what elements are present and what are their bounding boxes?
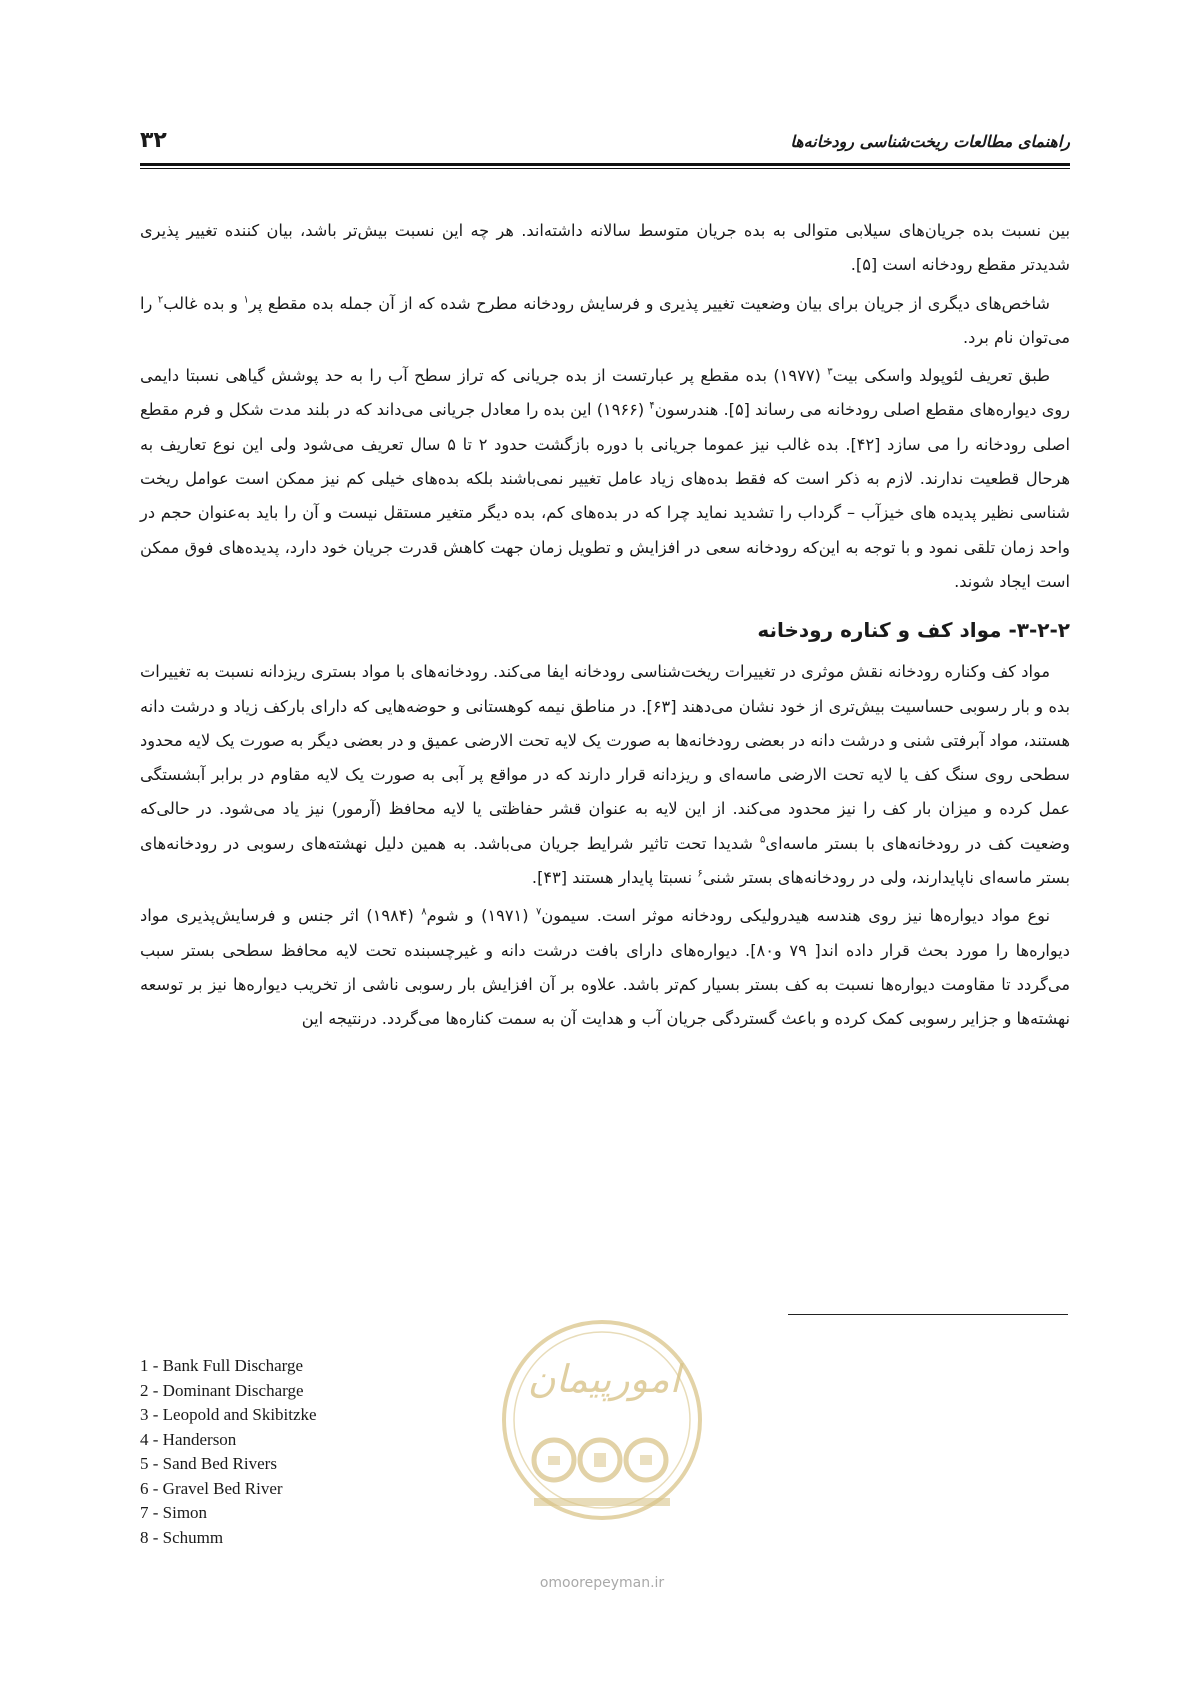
running-title: راهنمای مطالعات ریخت‌شناسی رودخانه‌ها	[790, 132, 1070, 151]
footnote-ref-5: ۵	[760, 834, 766, 846]
paragraph-5: نوع مواد دیواره‌ها نیز روی هندسه هیدرولیکی رودخانه موثر است. سیمون$^۷$ (۱۹۷۱) و شوم$^۸$ (۱۹۸۴) اثر جنس و فرسایش‌پذیری مواد دیواره‌ها را مورد بحث قرار داده اند[ ۷۹ و۸۰]. دیواره‌های دارای بافت درشت دانه و غیرچسبنده تحت لایه محافظ سطحی بستر سبب می‌گردد تا مقاومت دیواره‌ها نسبت به کف بستر بسیار کم‌تر باشد. علاوه بر آن افزایش بار رسوبی ناشی از تخریب دیواره‌ها نیز بر توسعه نهشته‌ها و جزایر رسوبی کمک کرده و باعث گستردگی جریان آب و هدایت آن به سمت کناره‌ها می‌گردد. درنتیجه این	[140, 906, 1070, 1029]
footnote-item: 4 - Handerson	[140, 1429, 237, 1449]
paragraph-2: شاخص‌های دیگری از جریان برای بیان وضعیت تغییر پذیری و فرسایش رودخانه مطرح شده که از آن جمله بده مقطع پر$^۱$ و بده غالب$^۲$ را می‌توان نام برد.	[140, 293, 1070, 347]
watermark-logo	[492, 1310, 712, 1570]
body-text	[140, 214, 1070, 1041]
footnote-item: 3 - Leopold and Skibitzke	[140, 1405, 317, 1424]
footnote-item: 5 - Sand Bed Rivers	[140, 1454, 277, 1473]
footnote-ref-4: ۴	[649, 401, 655, 413]
paragraph-4: مواد کف وکناره رودخانه نقش موثری در تغییرات ریخت‌شناسی رودخانه ایفا می‌کند. رودخانه‌های با مواد بستری ریزدانه نسبت به تغییرات بده و بار رسوبی حساسیت بیش‌تری از خود نشان می‌دهند [۶۳]. در مناطق نیمه کوهستانی و حوضه‌هایی که دارای بارکف زیاد و درشت دانه هستند، مواد آبرفتی شنی و درشت دانه در بعضی رودخانه‌ها به صورت یک لایه تحت الارضی عمیق و در بعضی دیگر به صورت یک لایه محدود سطحی روی سنگ کف یا لایه تحت الارضی ماسه‌ای و ریزدانه قرار دارند که در مواقع پر آبی به صورت یک لایه مقاوم در برابر آبشستگی عمل کرده و میزان بار کف را نیز محدود می‌کند. از این لایه به عنوان قشر حفاظتی یا لایه محافظ (آرمور) نیز یاد می‌شود. در حالی‌که وضعیت کف در رودخانه‌های با بستر ماسه‌ای$^۵$ شدیدا تحت تاثیر شرایط جریان می‌باشد. به همین دلیل نهشته‌های رسوبی در رودخانه‌های بستر ماسه‌ای ناپایدارند، ولی در رودخانه‌های بستر شنی$^۶$ نسبتا پایدار هستند [۴۳].	[140, 662, 1071, 888]
header-rule-thin	[140, 168, 1070, 169]
section-heading: ۳-۲-۲- مواد کف و کناره رودخانه	[757, 618, 1070, 643]
footnote-ref-1: ۱	[243, 294, 249, 306]
paragraph-1: بین نسبت بده جریان‌های سیلابی متوالی به بده جریان متوسط سالانه داشته‌اند. هر چه این نسبت بیش‌تر باشد، بیان کننده تغییر پذیری شدیدتر مقطع رودخانه است [۵].	[140, 221, 1070, 275]
footnote-item: 8 - Schumm	[140, 1527, 224, 1547]
footnote-item: 1 - Bank Full Discharge	[140, 1356, 304, 1375]
footnote-ref-3: ۳	[827, 366, 833, 378]
footnote-ref-7: ۷	[535, 906, 542, 918]
footnotes	[140, 1354, 460, 1550]
footnote-item: 7 - Simon	[140, 1503, 208, 1522]
paragraph-3: طبق تعریف لئوپولد واسکی بیت$^۳$ (۱۹۷۷) بده مقطع پر عبارتست از بده جریانی که تراز سطح آب را به حد پوشش گیاهی نسبتا دایمی روی دیواره‌های مقطع اصلی رودخانه می رساند [۵]. هندرسون$^۴$ (۱۹۶۶) این بده را معادل جریانی می‌داند که در بلند مدت شکل و فرم مقطع اصلی رودخانه را می سازد [۴۲]. بده غالب نیز عموما جریانی با دوره بازگشت حدود ۲ تا ۵ سال تعریف می‌شود ولی این نوع تعاریف به هرحال قطعیت ندارند. لازم به ذکر است که فقط بده‌های زیاد عامل تغییر نمی‌باشند بلکه بده‌های خیلی کم نیز ممکن است عوامل ریخت شناسی نظیر پدیده های خیزآب – گرداب را تشدید نماید چرا که در بده‌های کم، بده دیگر متغیر مستقل نیست و آن را باید به‌عنوان حجم در واحد زمان تلقی نمود و با توجه به این‌که رودخانه سعی در افزایش و تطویل زمان جهت کاهش قدرت جریان خود دارد، پدیده‌های فوق ممکن است ایجاد شوند.	[140, 366, 1070, 591]
footnote-ref-6: ۶	[697, 868, 703, 880]
header-rule	[140, 163, 1070, 166]
watermark-url: omoorepeyman.ir	[539, 1575, 665, 1591]
footnote-ref-2: ۲	[157, 294, 164, 306]
footnote-item: 2 - Dominant Discharge	[140, 1380, 304, 1400]
footnote-ref-8: ۸	[421, 906, 427, 918]
page-header	[140, 122, 1070, 162]
watermark-logo-text: امورپیمان	[527, 1357, 681, 1401]
page-number: ۳۲	[140, 128, 167, 153]
footnote-rule	[788, 1314, 1068, 1315]
footnote-item: 6 - Gravel Bed River	[140, 1478, 283, 1498]
